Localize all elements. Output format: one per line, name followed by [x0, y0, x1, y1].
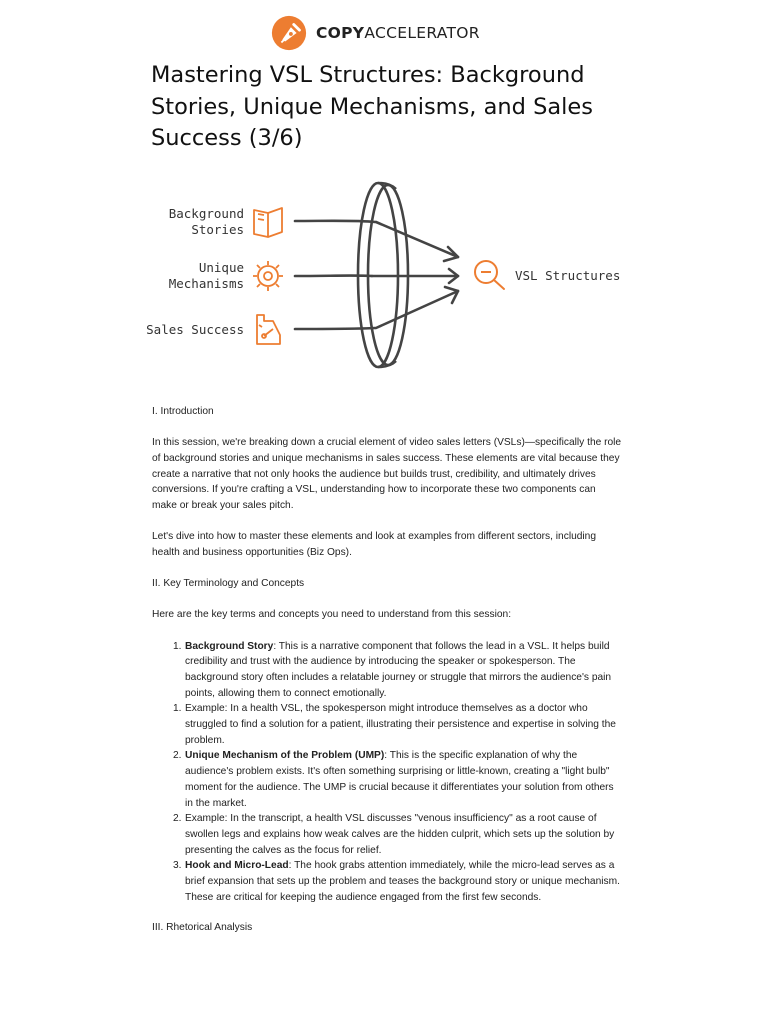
pen-nib-logo-icon — [270, 14, 308, 52]
label-mechanisms: Mechanisms — [168, 276, 244, 291]
output-arrows — [372, 222, 458, 328]
label-background: Background — [168, 206, 244, 221]
section-heading-rhetorical-analysis: III. Rhetorical Analysis — [152, 922, 253, 934]
section-heading-key-terms: II. Key Terminology and Concepts — [152, 578, 305, 590]
label-vsl-structures: VSL Structures — [515, 268, 621, 283]
gear-icon — [253, 261, 283, 291]
list-item: 1. Background Story: This is a narrative component that follows the lead in a VSL. It helps build credibility and trust with the audience by introducing the speaker or spokesperson. The background story often includes a relatable journey or struggle that mirrors the audience's pain points, allowing them to connect emotionally. — [173, 640, 612, 699]
article-body — [152, 404, 622, 936]
intro-paragraph-2: Let's dive into how to master these elements and look at examples from different sectors, including health and business opportunities (Biz Ops). — [152, 531, 597, 558]
label-stories: Stories — [191, 222, 244, 237]
brand-name: COPYACCELERATOR — [316, 24, 480, 42]
list-item: 1. Example: In a health VSL, the spokesperson might introduce themselves as a doctor who struggled to find a solution for a patient, illustrating their persistence and expertise in solving the problem. — [173, 703, 616, 746]
book-icon — [254, 208, 282, 237]
list-item: 3. Hook and Micro-Lead: The hook grabs attention immediately, while the micro-lead serves as a brief expansion that sets up the problem and teases the background story or unique mechanism. These are critical for keeping the audience engaged from the first few seconds. — [173, 860, 620, 903]
page-title: Mastering VSL Structures: Background Stories, Unique Mechanisms, and Sales Success (3/6) — [151, 62, 593, 151]
label-sales-success: Sales Success — [146, 322, 244, 337]
brand-logo — [270, 14, 480, 52]
vsl-diagram — [140, 175, 630, 375]
intro-paragraph-1: In this session, we're breaking down a crucial element of video sales letters (VSLs)—specifically the role of background stories and unique mechanisms in sales success. These elements are vital because they create a narrative that not only hooks the audience but builds trust, credibility, and ultimately drives conversions. If you're crafting a VSL, understanding how to incorporate these two components can make or break your sales pitch. — [152, 437, 622, 512]
term-label: Background Story — [185, 640, 274, 652]
input-lines — [295, 221, 375, 329]
list-item: 2. Unique Mechanism of the Problem (UMP): This is the specific explanation of why the audience's problem exists. It's often something surprising or little-known, creating a "light bulb" moment for the audience. The UMP is crucial because it differentiates your solution from others in the market. — [173, 750, 614, 809]
list-item: 2. Example: In the transcript, a health VSL discusses "venous insufficiency" as a root cause of swollen legs and explains how weak calves are the hidden culprit, which sets up the solution by presenting the calves as the focus for relief. — [173, 813, 615, 856]
key-terms-list — [152, 639, 622, 906]
term-label: Unique Mechanism of the Problem (UMP) — [185, 750, 385, 762]
section-heading-introduction: I. Introduction — [152, 406, 214, 417]
magnifier-icon — [475, 261, 504, 289]
label-unique: Unique — [198, 260, 244, 275]
term-label: Hook and Micro-Lead — [185, 860, 289, 872]
speedometer-icon — [257, 315, 280, 344]
terms-intro: Here are the key terms and concepts you need to understand from this session: — [152, 609, 512, 621]
